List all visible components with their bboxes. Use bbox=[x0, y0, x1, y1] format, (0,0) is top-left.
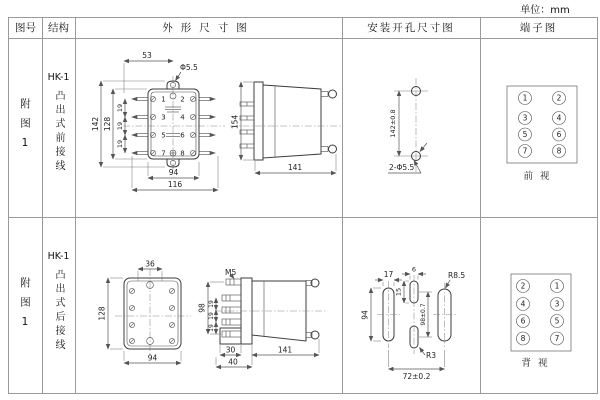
side-pins bbox=[240, 102, 254, 148]
terminal-number: 7 bbox=[554, 334, 560, 343]
terminal-number: 2 bbox=[180, 95, 185, 104]
view-label: 前视 bbox=[523, 171, 557, 182]
terminal-number: 4 bbox=[180, 113, 185, 122]
rear-view bbox=[98, 260, 192, 364]
structure-cell bbox=[42, 217, 75, 396]
structure-cell bbox=[42, 38, 75, 217]
side-view bbox=[230, 82, 341, 173]
dim-label: 94 bbox=[147, 353, 158, 363]
terminal-number: 2 bbox=[520, 281, 526, 291]
dim-label: R3 bbox=[426, 351, 436, 360]
dim-label: 19 bbox=[116, 121, 124, 131]
terminal-number: 3 bbox=[161, 113, 166, 122]
terminal-number: 5 bbox=[522, 130, 528, 139]
thread-label: M5 bbox=[225, 268, 237, 277]
dim-label: 141 bbox=[277, 345, 293, 355]
terminal-number: 1 bbox=[554, 281, 560, 291]
dim-label: 141 bbox=[287, 163, 303, 172]
terminal-number: 1 bbox=[161, 95, 166, 104]
terminal-number: 5 bbox=[161, 131, 166, 140]
structure-type-label: 凸出式前接线 bbox=[53, 90, 64, 174]
dim-label: 2-Φ5.5 bbox=[389, 163, 415, 172]
terminal-diagram-front-view bbox=[480, 38, 597, 217]
terminal-number: 8 bbox=[180, 149, 185, 158]
dim-label: 19 bbox=[116, 139, 124, 149]
terminal-diagram-rear-view bbox=[480, 217, 597, 395]
front-view bbox=[91, 51, 225, 190]
dim-label: 154 bbox=[230, 114, 240, 130]
rear-studs bbox=[222, 295, 241, 337]
dim-label: 40 bbox=[228, 357, 238, 367]
header-terminal: 端子图 bbox=[519, 22, 558, 34]
dim-label: 19 bbox=[208, 324, 215, 332]
terminal-number: 3 bbox=[554, 299, 560, 309]
dim-label: 98±0.7 bbox=[420, 303, 427, 326]
dim-label: 142 bbox=[91, 116, 100, 132]
fig-label: 附图1 bbox=[19, 276, 31, 337]
dim-label: 36 bbox=[145, 259, 155, 269]
view-label: 背视 bbox=[521, 358, 555, 369]
terminal-number: 7 bbox=[522, 146, 528, 156]
terminal-number: 4 bbox=[556, 113, 562, 123]
outline-drawing-rear-wiring bbox=[75, 217, 342, 395]
terminal-number: 6 bbox=[180, 131, 185, 140]
dim-label: 53 bbox=[142, 51, 152, 60]
header-install: 安装开孔尺寸图 bbox=[367, 22, 455, 34]
model-label: HK-1 bbox=[47, 251, 70, 262]
dim-label: 98 bbox=[197, 303, 207, 313]
dim-label: 19 bbox=[208, 300, 215, 308]
dim-label: 19 bbox=[116, 103, 124, 113]
dim-label: Φ5.5 bbox=[180, 63, 198, 72]
terminal-number: 5 bbox=[554, 316, 560, 326]
dim-label: 72±0.2 bbox=[402, 372, 431, 381]
fig-label-cell bbox=[9, 217, 42, 396]
model-label: HK-1 bbox=[47, 72, 70, 83]
terminal-number: 6 bbox=[520, 316, 526, 326]
side-view bbox=[198, 268, 326, 367]
dim-label: 128 bbox=[103, 116, 112, 132]
unit-label: 单位：mm bbox=[506, 1, 584, 18]
dim-label: 15 bbox=[394, 287, 403, 297]
install-drawing-rear-wiring bbox=[342, 217, 480, 395]
dim-label: 6 bbox=[411, 265, 417, 274]
dim-label: 30 bbox=[225, 345, 236, 355]
dim-label: 142±0.8 bbox=[389, 109, 397, 138]
dim-label: R8.5 bbox=[448, 271, 466, 280]
fig-label: 附图1 bbox=[19, 97, 31, 158]
structure-type-label: 凸出式后接线 bbox=[53, 269, 64, 353]
terminal-number: 4 bbox=[520, 299, 526, 309]
dimension-table bbox=[8, 17, 598, 394]
terminal-number: 3 bbox=[522, 113, 528, 123]
dim-label: 94 bbox=[360, 310, 370, 320]
dim-label: 17 bbox=[383, 270, 394, 279]
terminal-number: 6 bbox=[556, 130, 562, 139]
dim-label: 116 bbox=[167, 180, 183, 189]
header-fig-no: 图号 bbox=[15, 22, 36, 34]
dim-label: 94 bbox=[168, 168, 179, 177]
fig-label-cell bbox=[9, 38, 42, 217]
terminal-number: 1 bbox=[522, 93, 528, 103]
header-structure: 结构 bbox=[48, 22, 69, 34]
terminal-number: 2 bbox=[556, 93, 562, 103]
terminal-number: 8 bbox=[556, 146, 562, 156]
header-outline: 外形尺寸图 bbox=[162, 22, 255, 34]
terminal-number: 8 bbox=[520, 334, 526, 343]
dim-label: 128 bbox=[97, 306, 107, 321]
terminal-number: 7 bbox=[161, 149, 166, 158]
outline-drawing-front-wiring bbox=[75, 38, 342, 217]
dim-label: 19 bbox=[208, 312, 215, 320]
install-drawing-front-wiring bbox=[342, 38, 480, 217]
